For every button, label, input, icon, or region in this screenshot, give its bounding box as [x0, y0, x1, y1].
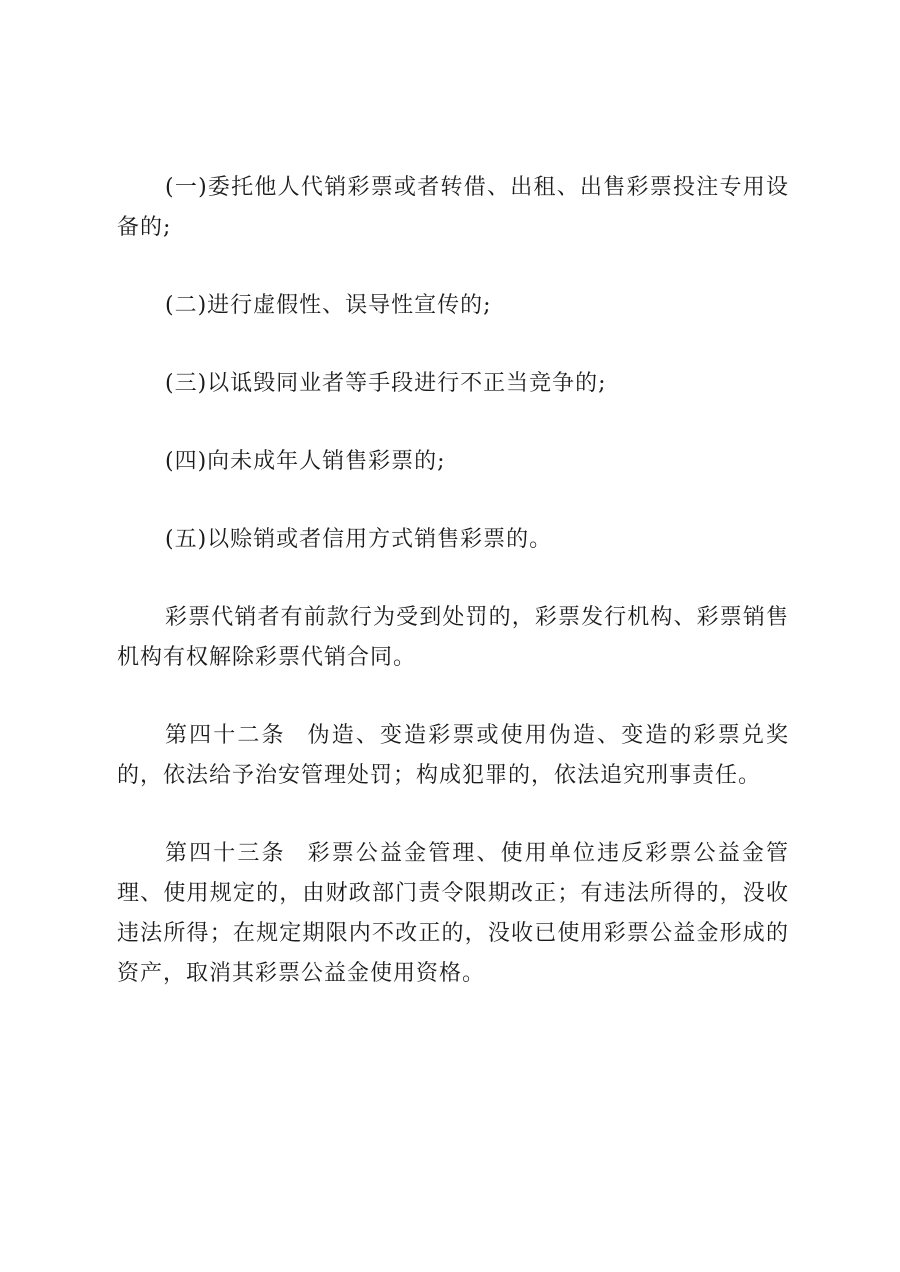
penalty-paragraph-text: 彩票代销者有前款行为受到处罚的，彩票发行机构、彩票销售机构有权解除彩票代销合同。: [117, 605, 789, 670]
list-item-5: [117, 520, 789, 560]
article-43: [117, 834, 789, 994]
article-43-text: 彩票公益金管理、使用单位违反彩票公益金管理、使用规定的，由财政部门责令限期改正；有违法所得的，没收违法所得；在规定期限内不改正的，没收已使用彩票公益金形成的资产，取消其彩票公益金使用资格。: [117, 841, 789, 986]
list-item-4: [117, 442, 789, 482]
article-42: [117, 716, 789, 796]
list-item-3: [117, 364, 789, 404]
list-item-5-text: (五)以赊销或者信用方式销售彩票的。: [165, 527, 553, 552]
penalty-paragraph: [117, 598, 789, 678]
list-item-1: [117, 168, 789, 248]
list-item-3-text: (三)以诋毁同业者等手段进行不正当竞争的;: [165, 371, 607, 396]
article-43-heading: 第四十三条: [165, 841, 286, 866]
list-item-2: [117, 286, 789, 326]
document-body: [117, 168, 789, 1032]
article-42-heading: 第四十二条: [165, 723, 286, 748]
article-42-text: 伪造、变造彩票或使用伪造、变造的彩票兑奖的，依法给予治安管理处罚；构成犯罪的，依法追究刑事责任。: [117, 723, 789, 788]
list-item-1-text: (一)委托他人代销彩票或者转借、出租、出售彩票投注专用设备的;: [117, 175, 789, 240]
list-item-4-text: (四)向未成年人销售彩票的;: [165, 449, 446, 474]
list-item-2-text: (二)进行虚假性、误导性宣传的;: [165, 293, 492, 318]
